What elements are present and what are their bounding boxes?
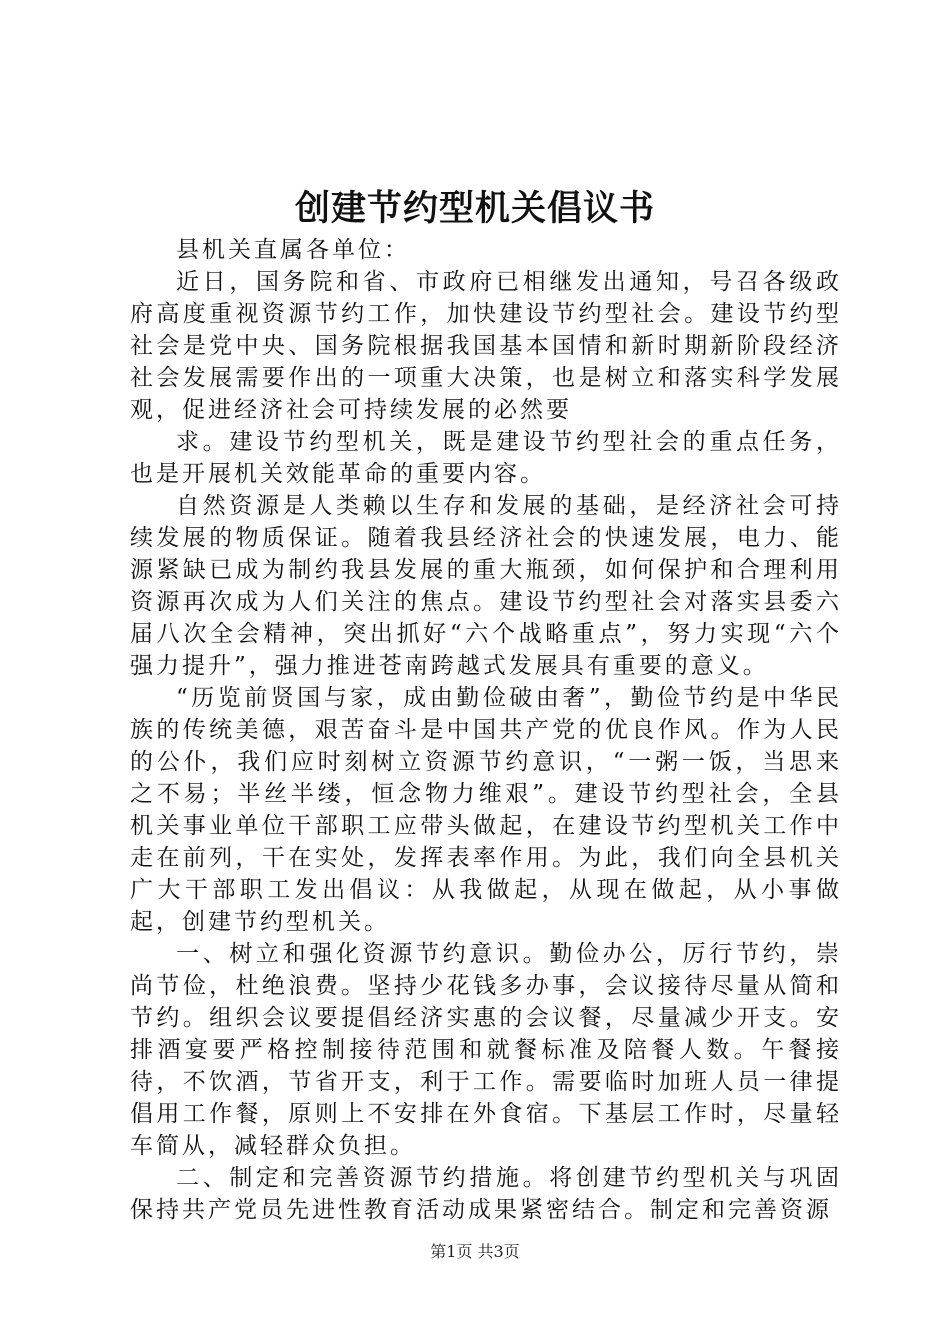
paragraph: 求。建设节约型机关，既是建设节约型社会的重点任务，也是开展机关效能革命的重要内容。 bbox=[130, 429, 842, 487]
paragraph: 自然资源是人类赖以生存和发展的基础，是经济社会可持续发展的物质保证。随着我县经济社会的快速发展，电力、能源紧缺已成为制约我县发展的重大瓶颈，如何保护和合理利用资源再次成为人们关注的焦点。建设节约型社会对落实县委六届八次全会精神，突出抓好“六个战略重点”，努力实现“六个强力提升”，强力推进苍南跨越式发展具有重要的意义。 bbox=[130, 493, 842, 679]
page-number-footer: 第1页 共3页 bbox=[430, 1242, 520, 1261]
paragraph: “历览前贤国与家，成由勤俭破由奢”，勤俭节约是中华民族的传统美德，艰苦奋斗是中国共产党的优良作风。作为人民的公仆，我们应时刻树立资源节约意识，“一粥一饭，当思来之不易；半丝半缕，恒念物力维艰”。建设节约型社会，全县机关事业单位干部职工应带头做起，在建设节约型机关工作中走在前列，干在实处，发挥表率作用。为此，我们向全县机关广大干部职工发出倡议：从我做起，从现在做起，从小事做起，创建节约型机关。 bbox=[130, 685, 842, 935]
paragraph: 近日，国务院和省、市政府已相继发出通知，号召各级政府高度重视资源节约工作，加快建设节约型社会。建设节约型社会是党中央、国务院根据我国基本国情和新时期新阶段经济社会发展需要作出的一项重大决策，也是树立和落实科学发展观，促进经济社会可持续发展的必然要 bbox=[130, 269, 842, 423]
document-title: 创建节约型机关倡议书 bbox=[294, 188, 655, 229]
document-body bbox=[130, 234, 842, 1226]
paragraph: 二、制定和完善资源节约措施。将创建节约型机关与巩固保持共产党员先进性教育活动成果紧密结合。制定和完善资源 bbox=[130, 1165, 842, 1223]
paragraph: 一、树立和强化资源节约意识。勤俭办公，厉行节约，崇尚节俭，杜绝浪费。坚持少花钱多办事，会议接待尽量从简和节约。组织会议要提倡经济实惠的会议餐，尽量减少开支。安排酒宴要严格控制接待范围和就餐标准及陪餐人数。午餐接待，不饮酒，节省开支，利于工作。需要临时加班人员一律提倡用工作餐，原则上不安排在外食宿。下基层工作时，尽量轻车简从，减轻群众负担。 bbox=[130, 941, 842, 1159]
salutation: 县机关直属各单位： bbox=[176, 237, 410, 263]
